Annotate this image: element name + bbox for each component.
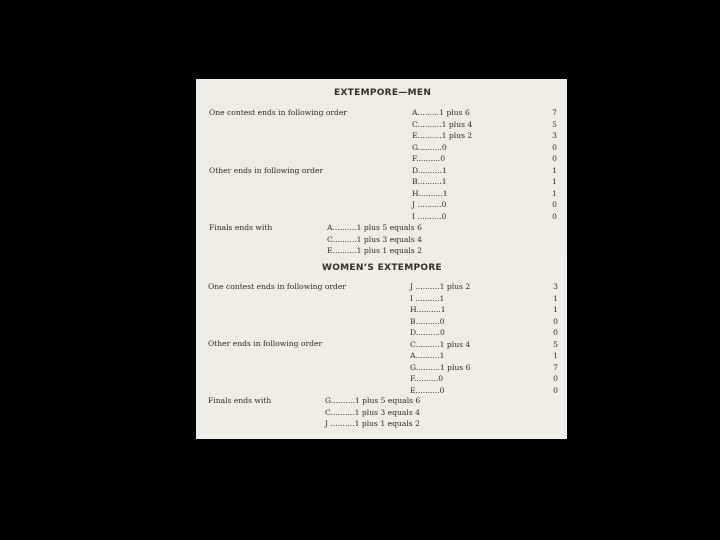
result-entry: A..........1 [410, 351, 445, 360]
result-score: 1 [553, 293, 558, 303]
result-entry: H..........1 [410, 305, 446, 314]
result-score: 0 [552, 142, 557, 152]
result-score: 5 [552, 119, 557, 129]
other-contest-label: Other ends in following order [209, 166, 324, 175]
result-entry: I ..........0 [412, 211, 447, 221]
result-score: 1 [552, 165, 557, 175]
result-score: 1 [552, 177, 557, 186]
result-entry: J ..........1 plus 2 [410, 282, 471, 291]
result-score: 7 [553, 362, 558, 372]
result-entry: B..........1 [412, 177, 447, 186]
result-score: 1 [552, 188, 557, 198]
finals-entry: J ..........1 plus 1 equals 2 [325, 419, 420, 428]
result-entry: B..........0 [410, 316, 445, 326]
result-entry: D..........1 [412, 165, 447, 175]
result-score: 0 [553, 374, 558, 383]
one-contest-label: One contest ends in following order [209, 108, 348, 117]
finals-entry: G..........1 plus 5 equals 6 [325, 396, 421, 405]
result-entry: E..........0 [410, 385, 445, 395]
result-entry: D..........0 [410, 328, 445, 337]
other-contest-label: Other ends in following order [208, 339, 323, 348]
result-entry: F..........0 [412, 154, 446, 163]
result-entry: A.........1 plus 6 [412, 108, 470, 117]
finals-label: Finals ends with [208, 396, 272, 405]
result-score: 0 [553, 385, 558, 395]
finals-label: Finals ends with [209, 223, 273, 232]
result-score: 3 [553, 282, 558, 291]
result-score: 0 [553, 316, 558, 326]
result-score: 0 [553, 328, 558, 337]
result-score: 5 [553, 339, 558, 349]
result-entry: G..........0 [412, 142, 447, 152]
men-extempore-page [196, 79, 567, 255]
result-score: 0 [552, 211, 557, 221]
section-title: WOMEN’S EXTEMPORE [322, 263, 443, 273]
women-extempore-page [196, 255, 567, 439]
result-entry: E..........1 plus 2 [412, 131, 473, 140]
result-entry: G..........1 plus 6 [410, 362, 471, 372]
result-entry: C..........1 plus 4 [412, 119, 473, 129]
result-score: 1 [553, 305, 558, 314]
result-score: 0 [552, 154, 557, 163]
result-score: 1 [553, 351, 558, 360]
result-score: 7 [552, 108, 557, 117]
finals-entry: C..........1 plus 3 equals 4 [327, 234, 423, 244]
result-entry: F..........0 [410, 374, 444, 383]
result-score: 0 [552, 200, 557, 209]
finals-entry: E..........1 plus 1 equals 2 [327, 246, 423, 255]
finals-entry: C..........1 plus 3 equals 4 [325, 407, 421, 417]
result-entry: C..........1 plus 4 [410, 339, 471, 349]
result-entry: H..........1 [412, 188, 448, 198]
result-score: 3 [552, 131, 557, 140]
result-entry: J ..........0 [412, 200, 447, 209]
one-contest-label: One contest ends in following order [208, 282, 347, 291]
result-entry: I ..........1 [410, 293, 445, 303]
finals-entry: A..........1 plus 5 equals 6 [327, 223, 422, 232]
section-title: EXTEMPORE—MEN [334, 88, 432, 98]
